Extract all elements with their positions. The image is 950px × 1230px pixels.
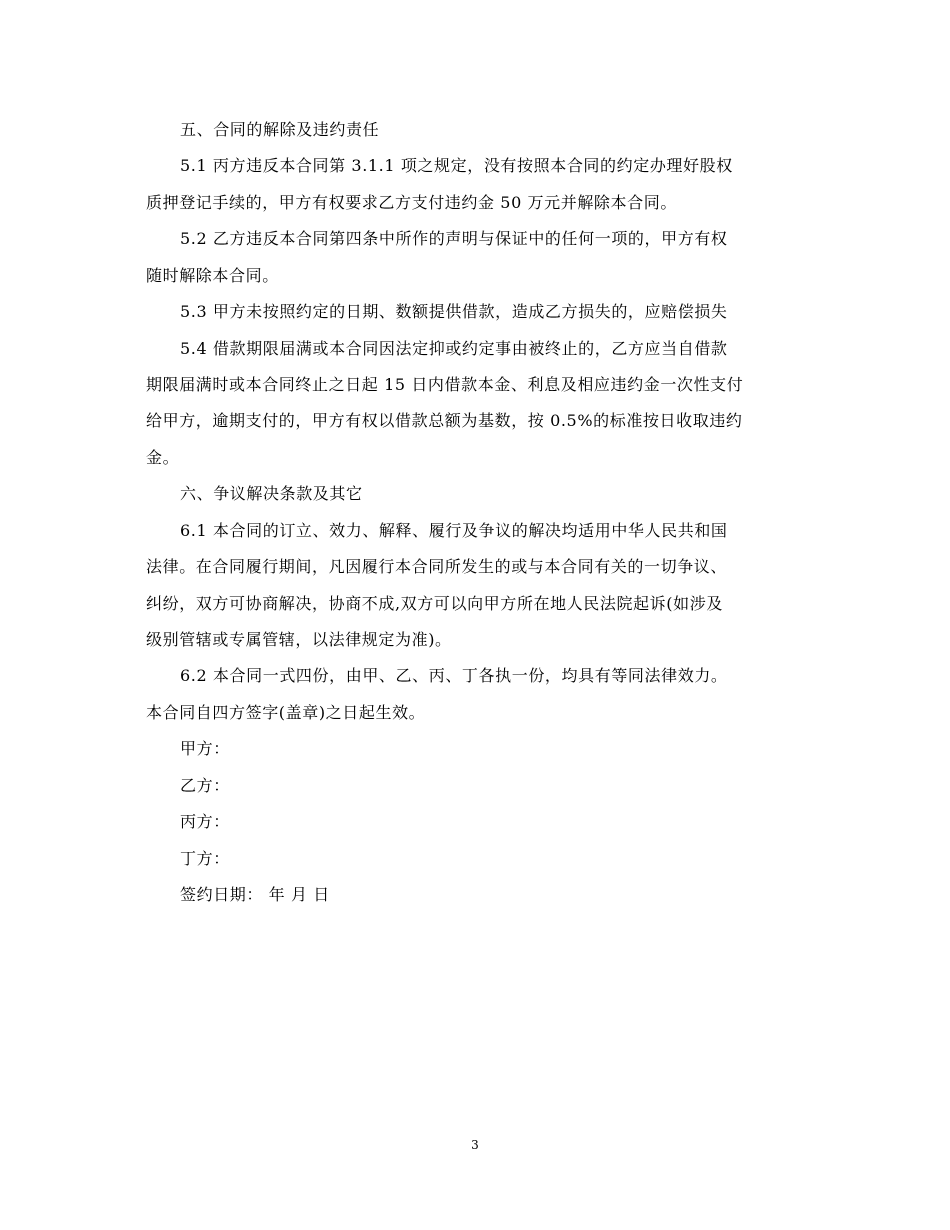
section-heading-6: 六、争议解决条款及其它	[180, 484, 363, 503]
party-b-signature-label: 乙方：	[180, 776, 230, 795]
clause-5-1-line-2: 质押登记手续的，甲方有权要求乙方支付违约金 50 万元并解除本合同。	[146, 193, 677, 212]
party-a-signature-label: 甲方：	[180, 739, 230, 758]
clause-6-1-line-2: 法律。在合同履行期间，凡因履行本合同所发生的或与本合同有关的一切争议、	[146, 557, 728, 576]
page-number: 3	[471, 1138, 479, 1152]
clause-5-4-line-3: 给甲方，逾期支付的，甲方有权以借款总额为基数，按 0.5%的标准按日收取违约	[146, 411, 743, 430]
party-c-signature-label: 丙方：	[180, 812, 230, 831]
clause-5-4-line-1: 5.4 借款期限届满或本合同因法定抑或约定事由被终止的，乙方应当自借款	[180, 339, 728, 358]
signing-date-label: 签约日期： 年 月 日	[180, 885, 330, 904]
clause-5-2-line-1: 5.2 乙方违反本合同第四条中所作的声明与保证中的任何一项的，甲方有权	[180, 229, 728, 248]
clause-6-1-line-1: 6.1 本合同的订立、效力、解释、履行及争议的解决均适用中华人民共和国	[180, 521, 728, 540]
clause-5-4-line-2: 期限届满时或本合同终止之日起 15 日内借款本金、利息及相应违约金一次性支付	[146, 375, 744, 394]
clause-6-2-line-1: 6.2 本合同一式四份，由甲、乙、丙、丁各执一份，均具有等同法律效力。	[180, 666, 728, 685]
clause-6-2-line-2: 本合同自四方签字(盖章)之日起生效。	[146, 703, 426, 722]
clause-6-1-line-3: 纠纷，双方可协商解决，协商不成,双方可以向甲方所在地人民法院起诉(如涉及	[146, 594, 723, 613]
clause-5-2-line-2: 随时解除本合同。	[146, 266, 279, 285]
clause-5-4-line-4: 金。	[146, 448, 180, 467]
clause-5-3-line-1: 5.3 甲方未按照约定的日期、数额提供借款，造成乙方损失的，应赔偿损失	[180, 302, 728, 321]
clause-6-1-line-4: 级别管辖或专属管辖，以法律规定为准)。	[146, 630, 452, 649]
section-heading-5: 五、合同的解除及违约责任	[180, 120, 380, 139]
clause-5-1-line-1: 5.1 丙方违反本合同第 3.1.1 项之规定，没有按照本合同的约定办理好股权	[180, 156, 733, 175]
party-d-signature-label: 丁方：	[180, 849, 230, 868]
